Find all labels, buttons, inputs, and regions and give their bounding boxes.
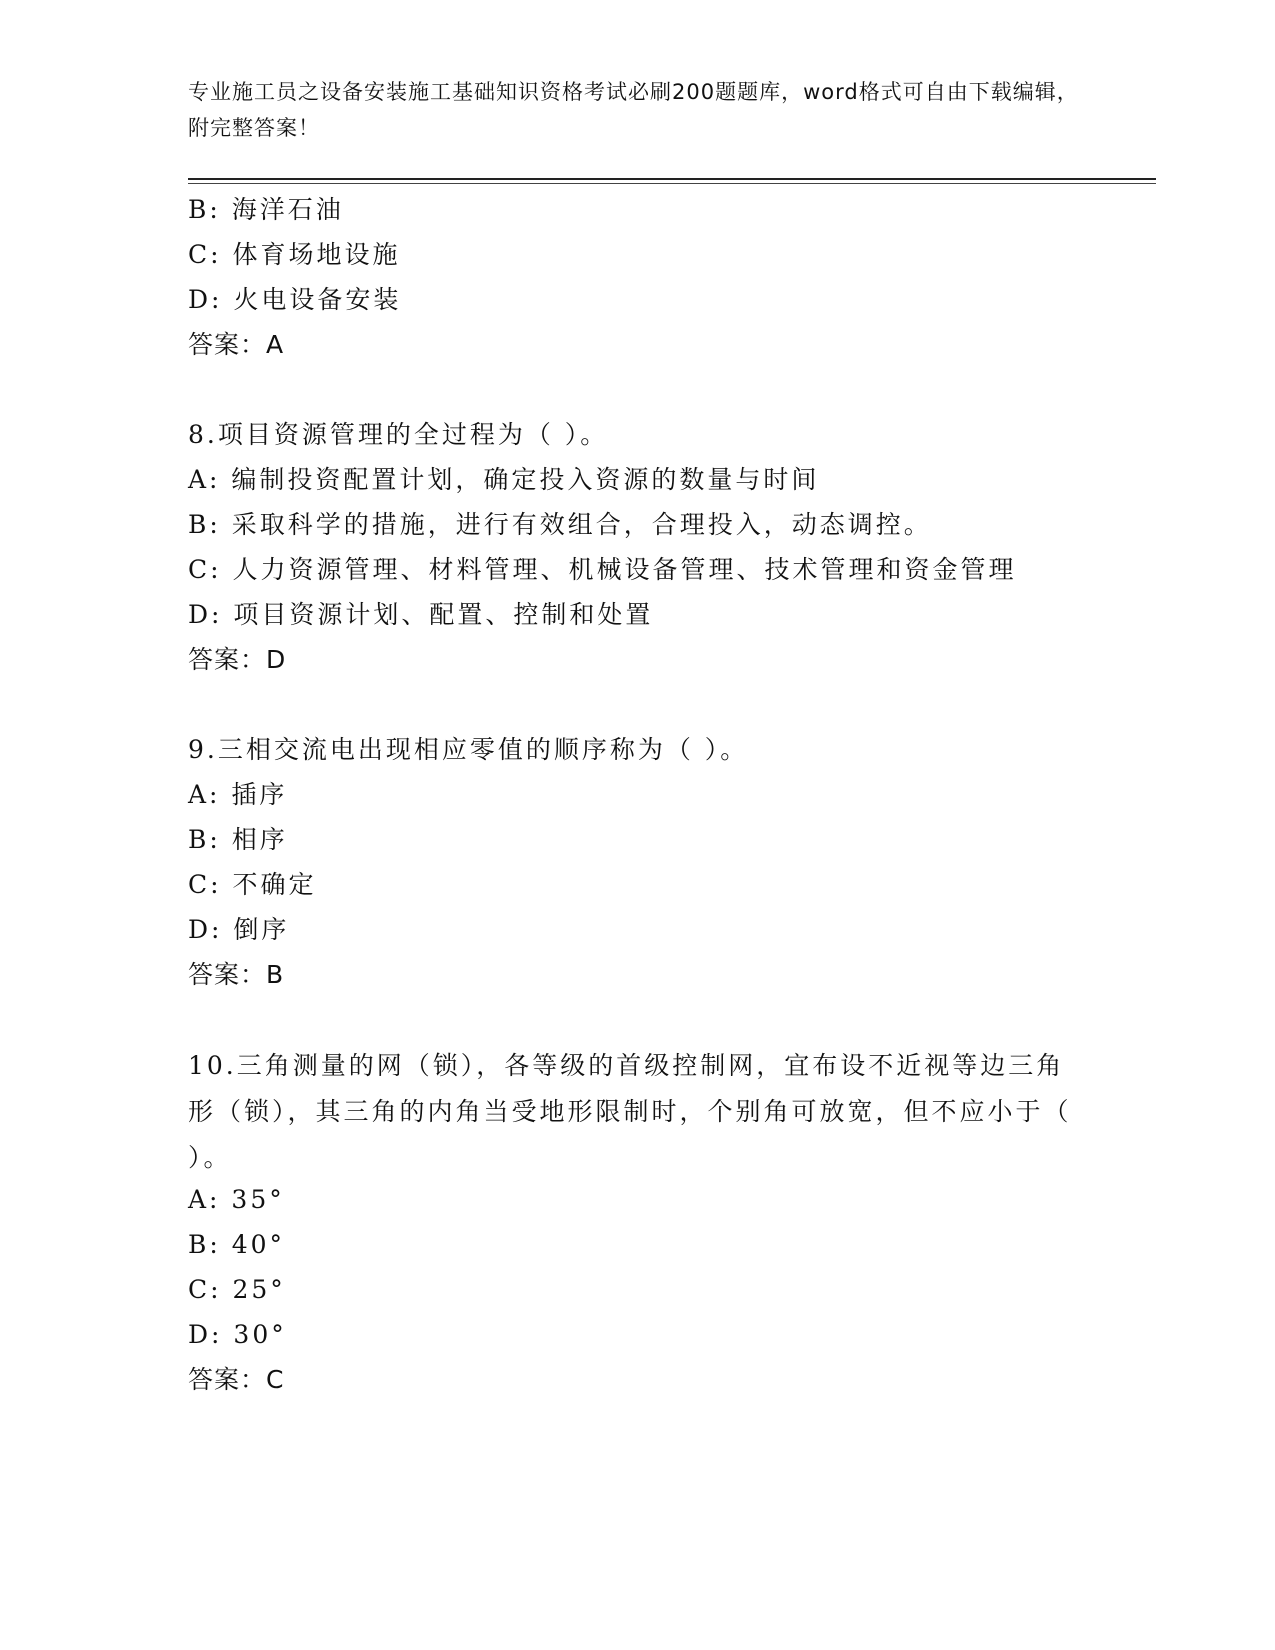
q7-option-d: D: 火电设备安装	[188, 285, 402, 314]
q8-question: 8.项目资源管理的全过程为（ ）。	[188, 420, 609, 449]
q7-answer: 答案：A	[188, 330, 285, 359]
q9-option-d: D: 倒序	[188, 915, 290, 944]
q9-question: 9.三相交流电出现相应零值的顺序称为（ ）。	[188, 735, 749, 764]
q10-answer: 答案：C	[188, 1365, 285, 1394]
header-rule-thick	[188, 178, 1156, 180]
q9-option-a: A: 插序	[188, 780, 288, 809]
q8-option-d: D: 项目资源计划、配置、控制和处置	[188, 600, 654, 629]
header-rule-thin	[188, 183, 1156, 184]
q10-option-a: A: 35°	[188, 1185, 285, 1214]
q10-option-c: C: 25°	[188, 1275, 286, 1304]
q9-answer: 答案：B	[188, 960, 285, 989]
q9-option-b: B: 相序	[188, 825, 288, 854]
q10-option-b: B: 40°	[188, 1230, 286, 1259]
q9-option-c: C: 不确定	[188, 870, 317, 899]
q7-option-c: C: 体育场地设施	[188, 240, 401, 269]
q7-option-b: B: 海洋石油	[188, 195, 344, 224]
document-header: 专业施工员之设备安装施工基础知识资格考试必刷200题题库，word格式可自由下载编辑，附完整答案！	[188, 80, 1079, 140]
q8-answer: 答案：D	[188, 645, 287, 674]
q8-option-c: C: 人力资源管理、材料管理、机械设备管理、技术管理和资金管理	[188, 555, 1017, 584]
q8-option-a: A: 编制投资配置计划，确定投入资源的数量与时间	[188, 465, 820, 494]
q8-option-b: B: 采取科学的措施，进行有效组合，合理投入，动态调控。	[188, 510, 932, 539]
q10-question: 10.三角测量的网（锁），各等级的首级控制网，宜布设不近视等边三角形（锁），其三角的内角当受地形限制时，个别角可放宽，但不应小于（ ）。	[188, 1051, 1072, 1172]
q10-option-d: D: 30°	[188, 1320, 287, 1349]
